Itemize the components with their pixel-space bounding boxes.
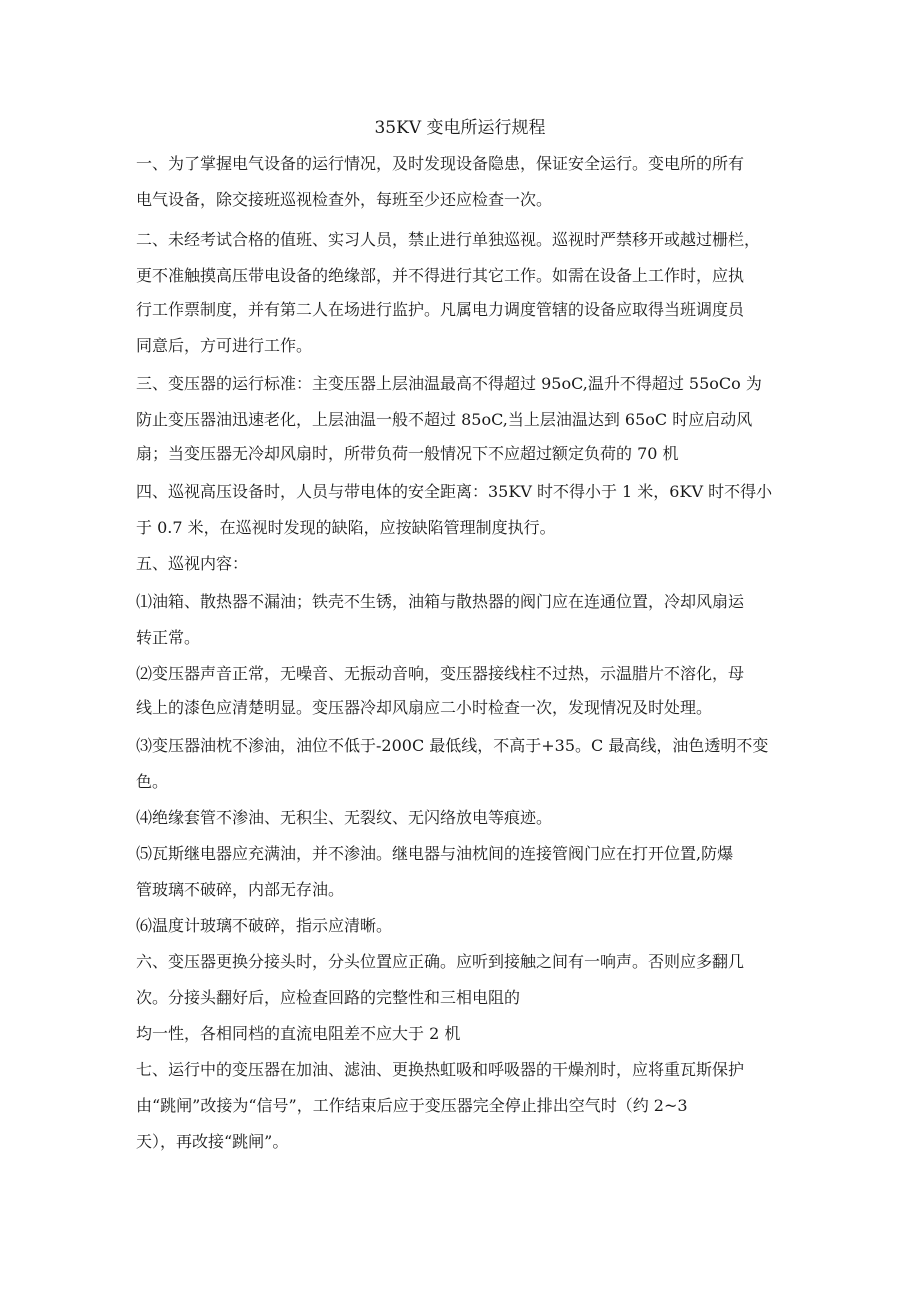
text-line: 均一性，各相同档的直流电阻差不应大于 2 机 — [136, 1024, 461, 1043]
document-title: 35KV 变电所运行规程 — [374, 118, 546, 138]
text-line: 同意后，方可进行工作。 — [136, 336, 313, 355]
text-line: 七、运行中的变压器在加油、滤油、更换热虹吸和呼吸器的干燥剂时，应将重瓦斯保护 — [136, 1060, 745, 1079]
text-line: ⑵变压器声音正常，无噪音、无振动音响，变压器接线柱不过热，示温腊片不溶化，母 — [136, 664, 745, 683]
text-line: ⑴油箱、散热器不漏油；铁壳不生锈，油箱与散热器的阀门应在连通位置，冷却风扇运 — [136, 592, 745, 611]
text-line: 于 0.7 米，在巡视时发现的缺陷，应按缺陷管理制度执行。 — [136, 518, 556, 537]
text-line: 管玻璃不破碎，内部无存油。 — [136, 880, 345, 899]
text-line: 电气设备，除交接班巡视检查外，每班至少还应检查一次。 — [136, 190, 553, 209]
text-line: 四、巡视高压设备时，人员与带电体的安全距离：35KV 时不得小于 1 米，6KV 时不得小 — [136, 482, 773, 501]
text-line: 二、未经考试合格的值班、实习人员，禁止进行单独巡视。巡视时严禁移开或越过栅栏， — [136, 230, 761, 249]
text-line: 五、巡视内容： — [136, 554, 249, 573]
text-line: ⑶变压器油枕不渗油，油位不低于-200C 最低线，不高于+35。C 最高线，油色透明不变 — [136, 736, 769, 755]
text-line: 天），再改接“跳闸”。 — [136, 1132, 289, 1151]
text-line: 防止变压器油迅速老化，上层油温一般不超过 85oC,当上层油温达到 65oC 时应启动风 — [136, 410, 753, 429]
text-line: 三、变压器的运行标准：主变压器上层油温最高不得超过 95oC,温升不得超过 55oCo 为 — [136, 374, 762, 393]
text-line: 六、变压器更换分接头时，分头位置应正确。应听到接触之间有一响声。否则应多翻几 — [136, 952, 745, 971]
text-line: 次。分接头翻好后，应检查回路的完整性和三相电阻的 — [136, 988, 521, 1007]
text-line: ⑸瓦斯继电器应充满油，并不渗油。继电器与油枕间的连接管阀门应在打开位置,防爆 — [136, 844, 734, 863]
text-line: 更不准触摸高压带电设备的绝缘部，并不得进行其它工作。如需在设备上工作时，应执 — [136, 266, 745, 285]
text-line: 色。 — [136, 772, 169, 791]
text-line: ⑹温度计玻璃不破碎，指示应清晰。 — [136, 916, 393, 935]
text-line: 由“跳闸”改接为“信号”，工作结束后应于变压器完全停止排出空气时（约 2~3 — [136, 1096, 688, 1115]
text-line: 扇；当变压器无冷却风扇时，所带负荷一般情况下不应超过额定负荷的 70 机 — [136, 444, 679, 463]
text-line: 行工作票制度，并有第二人在场进行监护。凡属电力调度管辖的设备应取得当班调度员 — [136, 300, 745, 319]
text-line: ⑷绝缘套管不渗油、无积尘、无裂纹、无闪络放电等痕迹。 — [136, 808, 553, 827]
text-line: 线上的漆色应清楚明显。变压器冷却风扇应二小时检查一次，发现情况及时处理。 — [136, 698, 713, 717]
text-line: 转正常。 — [136, 628, 201, 647]
text-line: 一、为了掌握电气设备的运行情况，及时发现设备隐患，保证安全运行。变电所的所有 — [136, 154, 745, 173]
